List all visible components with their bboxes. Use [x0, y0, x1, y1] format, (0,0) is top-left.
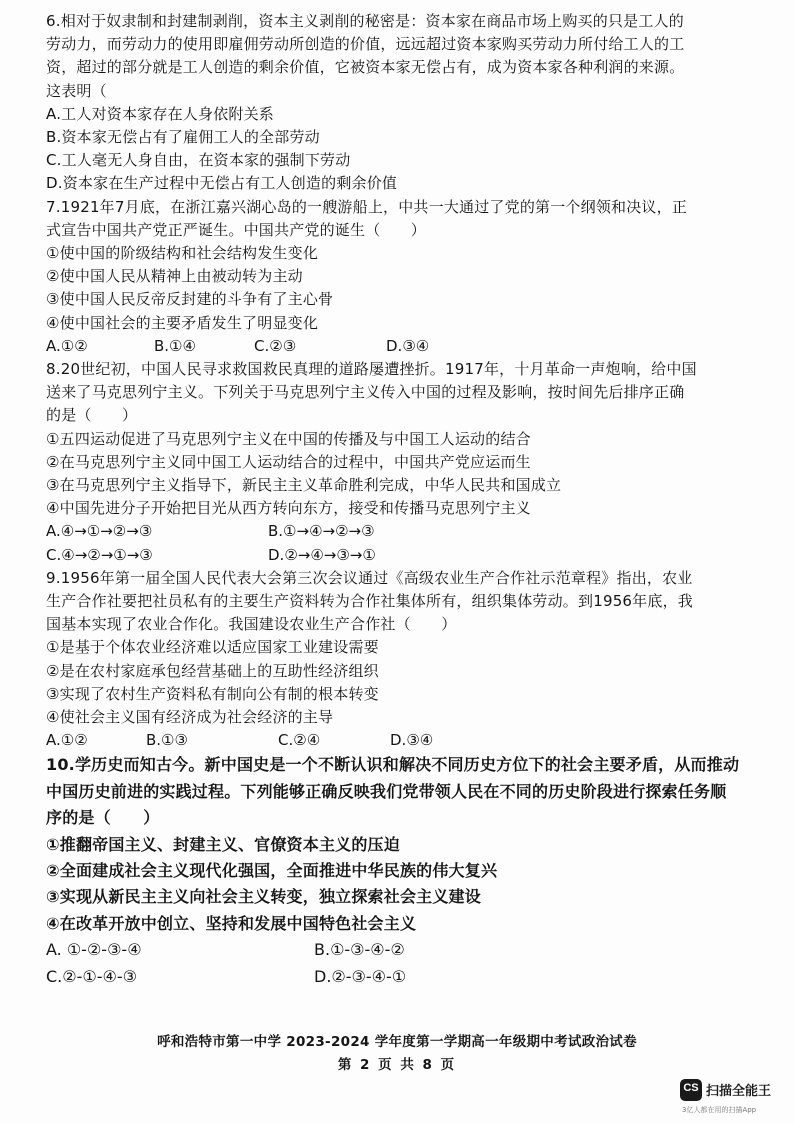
question-7-statement: ①使中国的阶级结构和社会结构发生变化 [46, 244, 319, 263]
camscanner-logo-icon [680, 1079, 702, 1101]
question-8-options-row-1 [46, 520, 736, 543]
exam-footer-title: 呼和浩特市第一中学 2023-2024 学年度第一学期高一年级期中考试政治试卷 [157, 1034, 637, 1050]
question-10-option-d: D.②-③-④-① [314, 966, 407, 986]
question-6-option-d: D.资本家在生产过程中无偿占有工人创造的剩余价值 [46, 174, 398, 193]
question-7-option-b: B.①④ [154, 336, 196, 355]
question-8-line: 的是（ ） [46, 406, 138, 425]
question-8 [46, 358, 736, 567]
page-number: 第 2 页 共 8 页 [337, 1057, 457, 1073]
question-9-options [46, 729, 736, 752]
question-10-line: 中国历史前进的实践过程。下列能够正确反映我们党带领人民在不同的历史阶段进行探索任务顺 [46, 781, 727, 801]
question-7-statement: ③使中国人民反帝反封建的斗争有了主心骨 [46, 290, 334, 309]
question-8-statement: ③在马克思列宁主义指导下，新民主主义革命胜利完成，中华人民共和国成立 [46, 476, 562, 495]
question-8-line: 送来了马克思列宁主义。下列关于马克思列宁主义传入中国的过程及影响，按时间先后排序正确 [46, 383, 685, 402]
question-8-options-row-2 [46, 544, 736, 567]
question-9-statement: ②是在农村家庭承包经营基础上的互助性经济组织 [46, 661, 379, 680]
question-7-statement: ②使中国人民从精神上由被动转为主动 [46, 267, 303, 286]
question-7-statement: ④使中国社会的主要矛盾发生了明显变化 [46, 313, 319, 332]
question-7 [46, 196, 736, 358]
question-10-option-a: A. ①-②-③-④ [46, 940, 142, 960]
question-10-options-row-2 [46, 964, 736, 990]
question-6-line: 这表明（ [46, 81, 107, 100]
question-7-line: 7.1921年7月底，在浙江嘉兴湖心岛的一艘游船上，中共一大通过了党的第一个纲领和决议，正 [46, 197, 688, 216]
question-9-line: 9.1956年第一届全国人民代表大会第三次会议通过《高级农业生产合作社示范章程》指出，农业 [46, 568, 693, 587]
question-7-options [46, 335, 736, 358]
question-10-statement: ②全面建成社会主义现代化强国，全面推进中华民族的伟大复兴 [46, 861, 498, 881]
question-9-option-c: C.②④ [278, 731, 321, 750]
exam-content [46, 10, 740, 990]
question-6-option-c: C.工人毫无人身自由，在资本家的强制下劳动 [46, 151, 351, 170]
question-8-statement: ②在马克思列宁主义同中国工人运动结合的过程中，中国共产党应运而生 [46, 452, 531, 471]
question-10-option-b: B.①-③-④-② [314, 940, 405, 960]
question-6-option-a: A.工人对资本家存在人身依附关系 [46, 104, 274, 123]
question-10-statement: ④在改革开放中创立、坚持和发展中国特色社会主义 [46, 913, 417, 933]
question-10-option-c: C.②-①-④-③ [46, 966, 137, 986]
question-9 [46, 567, 736, 753]
question-9-option-d: D.③④ [390, 731, 434, 750]
question-9-option-a: A.①② [46, 731, 88, 750]
question-9-option-b: B.①③ [146, 731, 188, 750]
question-10 [46, 752, 740, 990]
question-8-option-a: A.④→①→②→③ [46, 522, 153, 541]
question-10-line: 10.学历史而知古今。新中国史是一个不断认识和解决不同历史方位下的社会主要矛盾，从而推动 [46, 755, 740, 775]
question-9-statement: ③实现了农村生产资料私有制向公有制的根本转变 [46, 684, 379, 703]
question-8-option-c: C.④→②→①→③ [46, 545, 153, 564]
question-8-line: 8.20世纪初，中国人民寻求救国救民真理的道路屡遭挫折。1917年，十月革命一声炮响，给中国 [46, 360, 697, 379]
question-6-line: 资，超过的部分就是工人创造的剩余价值，它被资本家无偿占有，成为资本家各种利润的来源。 [46, 58, 685, 77]
question-9-line: 国基本实现了农业合作化。我国建设农业生产合作社（ ） [46, 615, 457, 634]
question-7-option-d: D.③④ [386, 336, 430, 355]
question-10-statement: ③实现从新民主主义向社会主义转变，独立探索社会主义建设 [46, 887, 481, 907]
question-9-statement: ①是基于个体农业经济难以适应国家工业建设需要 [46, 638, 379, 657]
question-6-line: 6.相对于奴隶制和封建制剥削，资本主义剥削的秘密是：资本家在商品市场上购买的只是工人的 [46, 12, 684, 30]
question-6-option-b: B.资本家无偿占有了雇佣工人的全部劳动 [46, 128, 320, 147]
question-10-line: 序的是（ ） [46, 808, 160, 828]
scanner-tagline: 3亿人都在用的扫描App [682, 1106, 757, 1114]
question-8-option-d: D.②→④→③→① [268, 545, 376, 564]
question-7-option-a: A.①② [46, 336, 88, 355]
question-7-line: 式宣告中国共产党正严诞生。中国共产党的诞生（ ） [46, 220, 427, 239]
question-8-statement: ①五四运动促进了马克思列宁主义在中国的传播及与中国工人运动的结合 [46, 429, 531, 448]
question-8-statement: ④中国先进分子开始把目光从西方转向东方，接受和传播马克思列宁主义 [46, 499, 531, 518]
question-10-statement: ①推翻帝国主义、封建主义、官僚资本主义的压迫 [46, 834, 400, 854]
question-10-options-row-1 [46, 937, 736, 963]
question-9-line: 生产合作社要把社员私有的主要生产资料转为合作社集体所有，组织集体劳动。到1956年底，我 [46, 592, 693, 611]
scanner-watermark [680, 1077, 790, 1117]
scanner-app-name: 扫描全能王 [706, 1084, 772, 1099]
question-6-line: 劳动力，而劳动力的使用即雇佣劳动所创造的价值，远远超过资本家购买劳动力所付给工人的工 [46, 35, 685, 54]
question-8-option-b: B.①→④→②→③ [268, 522, 375, 541]
question-7-option-c: C.②③ [254, 336, 297, 355]
question-9-statement: ④使社会主义国有经济成为社会经济的主导 [46, 708, 334, 727]
question-6 [46, 10, 736, 196]
